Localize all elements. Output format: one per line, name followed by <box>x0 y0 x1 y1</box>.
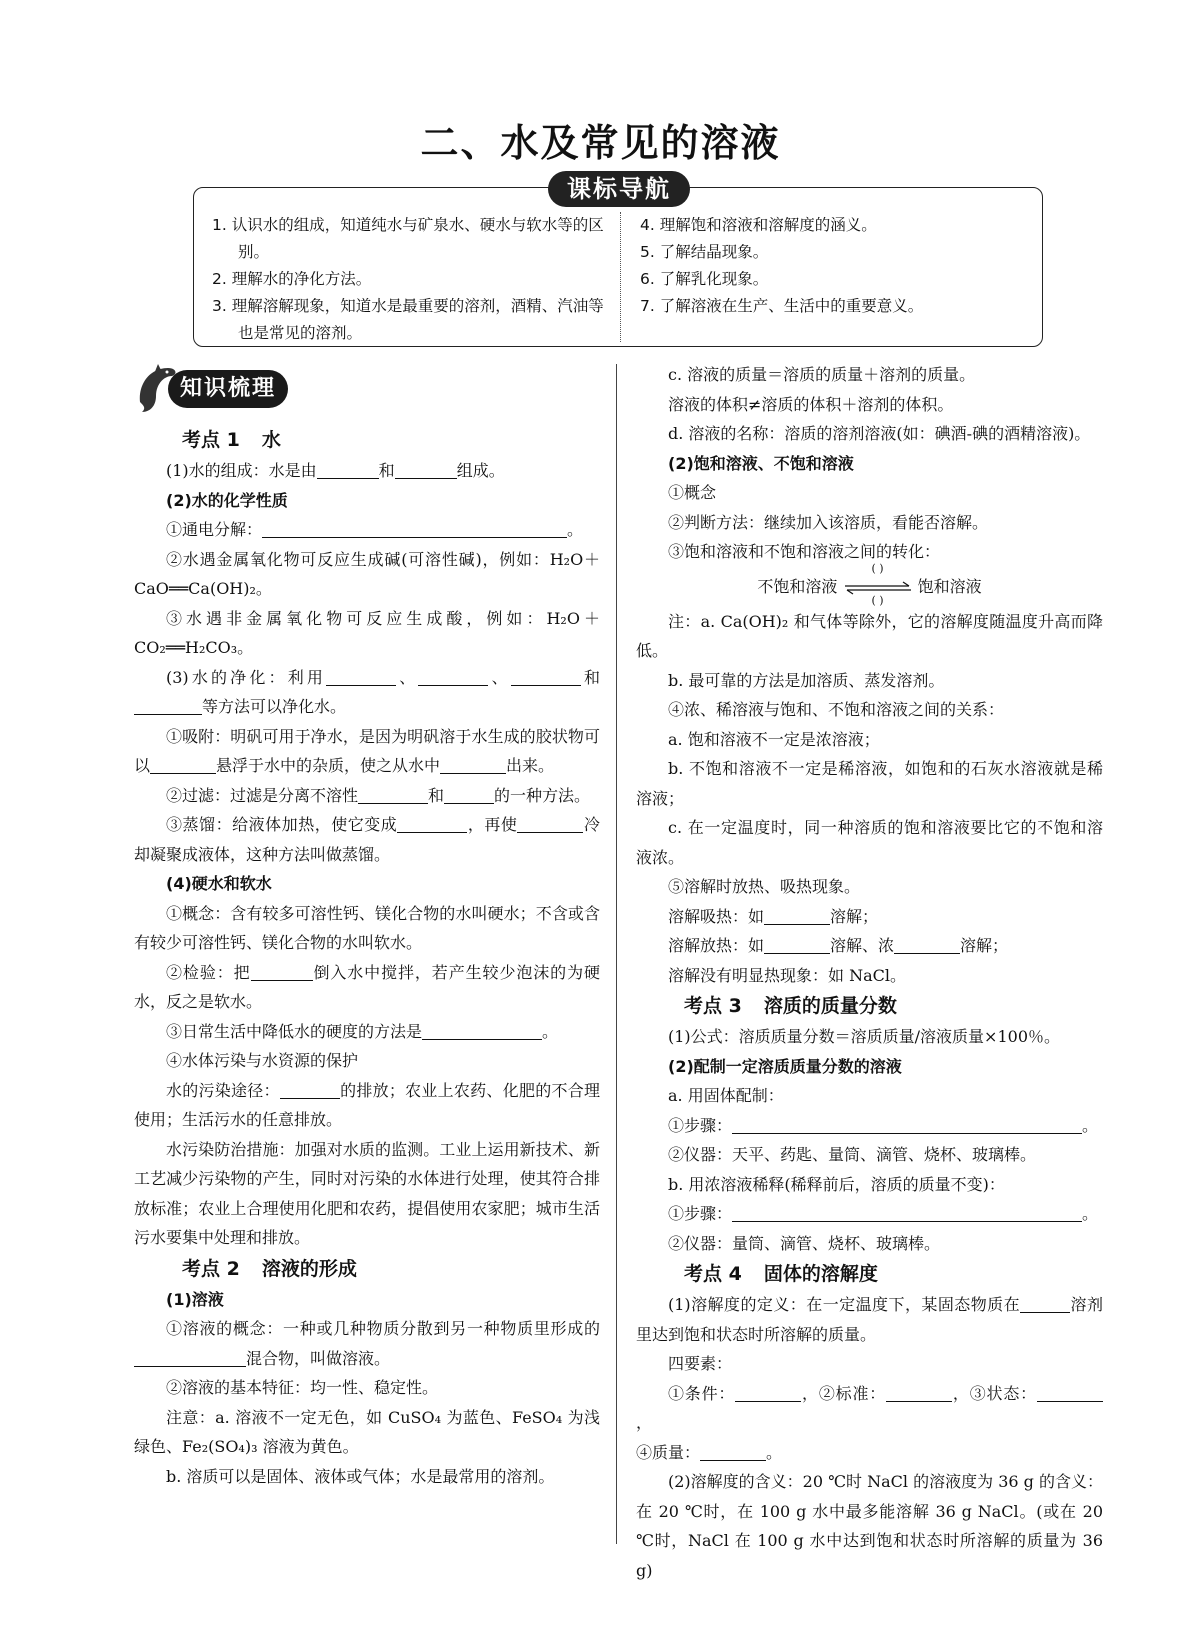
fill-blank[interactable] <box>732 1205 1082 1222</box>
fill-blank[interactable] <box>317 462 379 479</box>
paragraph: ①步骤： 。 <box>668 1115 1099 1135</box>
paragraph: ②仪器：量筒、滴管、烧杯、玻璃棒。 <box>668 1233 941 1253</box>
goal-item: 4. 理解饱和溶液和溶解度的涵义。 <box>640 216 877 234</box>
fill-blank[interactable] <box>764 937 830 954</box>
conversion-diagram <box>636 562 1103 607</box>
paragraph: 四要素： <box>668 1354 733 1373</box>
paragraph: b. 不饱和溶液不一定是稀溶液，如饱和的石灰水溶液就是稀溶液； <box>636 759 1103 808</box>
fill-blank[interactable] <box>1037 1385 1103 1402</box>
paragraph: (1)公式：溶质质量分数＝溶质质量/溶液质量×100％。 <box>668 1027 1061 1046</box>
fill-blank[interactable] <box>444 787 494 804</box>
arrow-top-blank[interactable]: ( ) <box>871 562 884 575</box>
fill-blank[interactable] <box>517 816 583 833</box>
goal-item: 3. 理解溶解现象，知道水是最重要的溶剂，酒精、汽油等也是常见的溶剂。 <box>212 297 604 342</box>
paragraph: 溶解放热：如 溶解、浓 溶解； <box>668 936 1009 955</box>
paragraph: ①步骤： 。 <box>668 1204 1099 1223</box>
fill-blank[interactable] <box>150 757 216 774</box>
paragraph: (1)溶解度的定义：在一定温度下，某固态物质在 溶剂里达到饱和状态时所溶解的质量。 <box>636 1295 1103 1344</box>
paragraph: ②判断方法：继续加入该溶质，看能否溶解。 <box>668 512 989 532</box>
fill-blank[interactable] <box>358 787 428 804</box>
paragraph: b. 最可靠的方法是加溶质、蒸发溶剂。 <box>668 670 945 690</box>
fill-blank[interactable] <box>395 462 457 479</box>
goal-item: 1. 认识水的组成，知道纯水与矿泉水、硬水与软水等的区别。 <box>212 216 604 261</box>
fill-blank[interactable] <box>397 816 467 833</box>
subheading: (2)水的化学性质 <box>166 490 288 510</box>
subheading: (4)硬水和软水 <box>166 874 272 893</box>
paragraph: ②检验：把 倒入水中搅拌，若产生较少泡沫的为硬水，反之是软水。 <box>134 962 600 1011</box>
paragraph: b. 溶质可以是固体、液体或气体；水是最常用的溶剂。 <box>166 1466 555 1486</box>
paragraph: b. 用浓溶液稀释(稀释前后，溶质的质量不变)： <box>668 1174 1005 1194</box>
paragraph: a. 饱和溶液不一定是浓溶液； <box>668 729 880 749</box>
knowledge-section-header <box>134 360 600 424</box>
fill-blank[interactable] <box>886 1385 952 1402</box>
paragraph: (2)溶解度的含义：20 ℃时 NaCl 的溶液度为 36 g 的含义：在 20 ℃时，在 100 g 水中最多能溶解 36 g NaCl。(或在 20 ℃时，NaCl 在 100 g 水中达到饱和状态时所溶解的质量为 36 g) <box>636 1472 1103 1580</box>
paragraph: ⑤溶解时放热、吸热现象。 <box>668 877 861 896</box>
paragraph: ②水遇金属氧化物可反应生成碱(可溶性碱)，例如：H₂O＋CaO══Ca(OH)₂。 <box>134 549 600 598</box>
curriculum-goals-badge: 课标导航 <box>548 171 690 207</box>
subheading: (2)配制一定溶质质量分数的溶液 <box>668 1056 902 1076</box>
paragraph: 溶解吸热：如 溶解； <box>668 906 879 926</box>
saturated-label: 饱和溶液 <box>917 576 982 596</box>
section-heading-k3: 考点 3 溶质的质量分数 <box>684 995 897 1017</box>
paragraph: 水污染防治措施：加强对水质的监测。工业上运用新技术、新工艺减少污染物的产生，同时对污染的水体进行处理，使其符合排放标准；农业上合理使用化肥和农药，提倡使用农家肥；城市生活污水要集中处理和排放。 <box>134 1139 600 1247</box>
paragraph: ③水遇非金属氧化物可反应生成酸，例如：H₂O＋CO₂══H₂CO₃。 <box>134 608 600 657</box>
paragraph: (1)水的组成：水是由 和 组成。 <box>166 461 505 480</box>
fill-blank[interactable] <box>511 669 581 686</box>
subheading: (1)溶液 <box>166 1289 224 1309</box>
paragraph: d. 溶液的名称：溶质的溶剂溶液(如：碘酒-碘的酒精溶液)。 <box>668 424 1091 443</box>
paragraph: ①概念：含有较多可溶性钙、镁化合物的水叫硬水；不含或含有较少可溶性钙、镁化合物的水叫软水。 <box>134 903 600 952</box>
paragraph: ①概念 <box>668 483 717 502</box>
goal-item: 7. 了解溶液在生产、生活中的重要意义。 <box>640 297 924 315</box>
fill-blank[interactable] <box>894 937 960 954</box>
goal-item: 6. 了解乳化现象。 <box>640 270 769 288</box>
fill-blank[interactable] <box>326 669 396 686</box>
section-heading-k4: 考点 4 固体的溶解度 <box>684 1263 878 1285</box>
fill-blank[interactable] <box>134 1350 246 1367</box>
fill-blank[interactable] <box>422 1023 542 1040</box>
goal-item: 5. 了解结晶现象。 <box>640 243 769 261</box>
paragraph: ②仪器：天平、药匙、量筒、滴管、烧杯、玻璃棒。 <box>668 1145 1037 1164</box>
fill-blank[interactable] <box>735 1385 801 1402</box>
paragraph: c. 溶液的质量＝溶质的质量＋溶剂的质量。 <box>668 365 976 384</box>
arrow-bottom-blank[interactable]: ( ) <box>871 594 884 607</box>
page-title: 二、水及常见的溶液 <box>420 121 781 165</box>
fill-blank[interactable] <box>251 964 313 981</box>
paragraph: c. 在一定温度时，同一种溶质的饱和溶液要比它的不饱和溶液浓。 <box>636 818 1103 867</box>
paragraph: ③蒸馏：给液体加热，使它变成 ，再使 冷却凝聚成液体，这种方法叫做蒸馏。 <box>134 815 600 864</box>
paragraph: ①条件： ，②标准： ，③状态：， <box>636 1379 1103 1438</box>
fill-blank[interactable] <box>1020 1296 1070 1313</box>
paragraph: (3)水的净化：利用 、 、 和等方法可以净化水。 <box>134 663 600 722</box>
subheading: (2)饱和溶液、不饱和溶液 <box>668 453 854 473</box>
fill-blank[interactable] <box>280 1082 340 1099</box>
paragraph: ①溶液的概念：一种或几种物质分散到另一种物质里形成的混合物，叫做溶液。 <box>134 1314 600 1373</box>
paragraph: ②过滤：过滤是分离不溶性 和 的一种方法。 <box>166 785 591 805</box>
left-column <box>134 360 600 1491</box>
paragraph: 注：a. Ca(OH)₂ 和气体等除外，它的溶解度随温度升高而降低。 <box>636 611 1103 660</box>
paragraph: ①吸附：明矾可用于净水，是因为明矾溶于水生成的胶状物可以 悬浮于水中的杂质，使之从水中 出来。 <box>134 726 600 775</box>
reversible-arrow <box>843 562 913 607</box>
fill-blank[interactable] <box>732 1117 1082 1134</box>
paragraph: 注意：a. 溶液不一定无色，如 CuSO₄ 为蓝色、FeSO₄ 为浅绿色、Fe₂(SO₄)₃ 溶液为黄色。 <box>134 1407 600 1456</box>
paragraph: ④质量： 。 <box>636 1442 783 1462</box>
fill-blank[interactable] <box>700 1444 766 1461</box>
paragraph: a. 用固体配制： <box>668 1086 784 1105</box>
goal-item: 2. 理解水的净化方法。 <box>212 270 372 288</box>
right-column <box>636 360 1103 1585</box>
paragraph: 水的污染途径： 的排放；农业上农药、化肥的不合理使用；生活污水的任意排放。 <box>134 1080 600 1129</box>
paragraph: ②溶液的基本特征：均一性、稳定性。 <box>166 1378 439 1397</box>
knowledge-section-badge: 知识梳理 <box>168 370 288 408</box>
fill-blank[interactable] <box>440 757 506 774</box>
paragraph: ①通电分解： 。 <box>166 520 584 539</box>
fill-blank[interactable] <box>764 908 830 925</box>
paragraph: ④水体污染与水资源的保护 <box>166 1051 359 1070</box>
fill-blank[interactable] <box>418 669 488 686</box>
goals-left-list <box>212 212 612 347</box>
goals-right-list <box>640 212 1030 320</box>
fill-blank[interactable] <box>262 521 567 538</box>
paragraph: ③日常生活中降低水的硬度的方法是 。 <box>166 1021 559 1041</box>
column-divider <box>616 364 617 1544</box>
section-heading-k2: 考点 2 溶液的形成 <box>182 1257 357 1280</box>
fill-blank[interactable] <box>134 698 202 715</box>
paragraph: ③饱和溶液和不饱和溶液之间的转化： <box>668 542 941 561</box>
paragraph: 溶解没有明显热现象：如 NaCl。 <box>668 965 906 985</box>
paragraph: ④浓、稀溶液与饱和、不饱和溶液之间的关系： <box>668 700 1005 719</box>
unsaturated-label: 不饱和溶液 <box>757 576 838 596</box>
goals-divider <box>620 212 621 342</box>
section-heading-k1: 考点 1 水 <box>182 429 281 451</box>
paragraph: 溶液的体积≠溶质的体积＋溶剂的体积。 <box>668 394 954 414</box>
